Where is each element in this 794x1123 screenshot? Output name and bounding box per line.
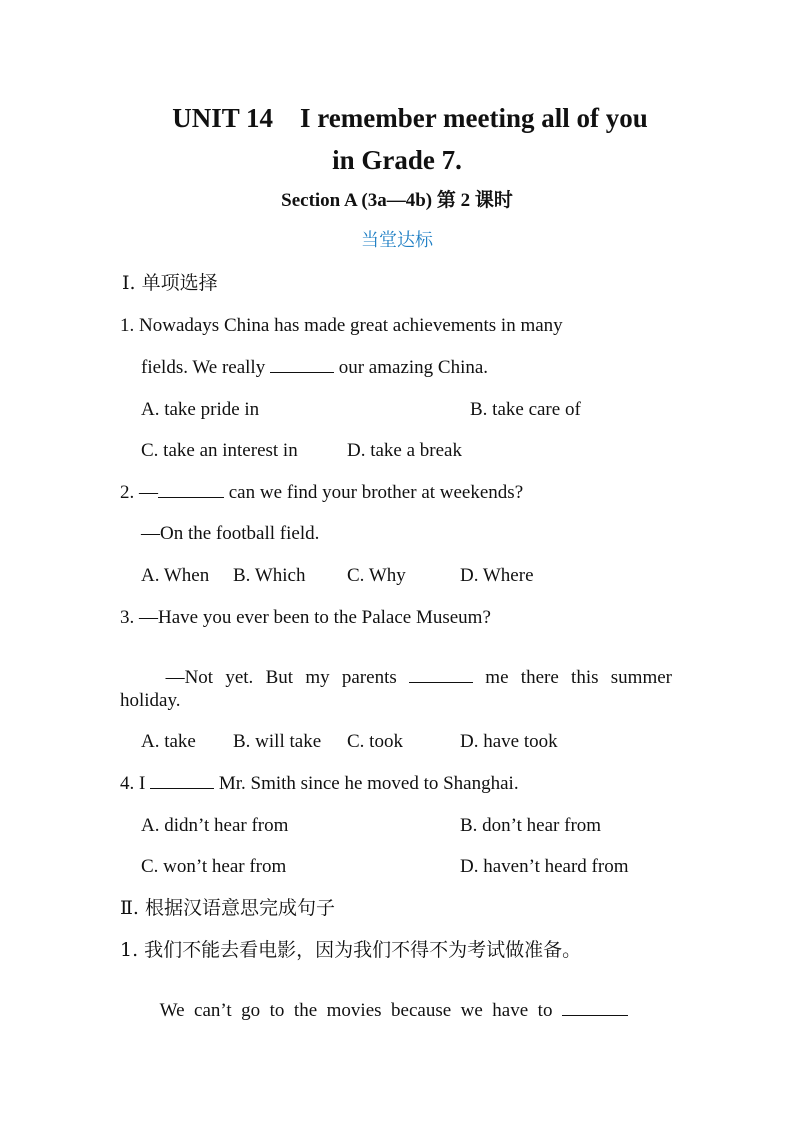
q3-line1: 3. —Have you ever been to the Palace Museum? xyxy=(120,607,491,628)
q1-option-b: B. take care of xyxy=(470,399,581,420)
q3-option-c: C. took xyxy=(347,731,403,752)
subtitle: 当堂达标 xyxy=(361,230,433,251)
q2-option-a: A. When xyxy=(141,565,210,586)
q1-option-c: C. take an interest in xyxy=(141,440,298,461)
section-label: Section A (3a—4b) 第 2 课时 xyxy=(281,190,513,211)
page-title: UNIT 14 I remember meeting all of you xyxy=(172,103,648,133)
q2-line1: 2. — can we find your brother at weekends? xyxy=(120,482,524,503)
q4-option-c: C. won’t hear from xyxy=(141,856,287,877)
q4-line1: 4. I Mr. Smith since he moved to Shanghai. xyxy=(120,773,519,794)
q1-line1: 1. Nowadays China has made great achievements in many xyxy=(120,315,563,336)
q2-option-c: C. Why xyxy=(347,565,406,586)
q3-option-a: A. take xyxy=(141,731,196,752)
q1-option-d: D. take a break xyxy=(347,440,462,461)
q4-option-b: B. don’t hear from xyxy=(460,815,602,836)
q4-option-d: D. haven’t heard from xyxy=(460,856,629,877)
answer-blank xyxy=(409,681,473,683)
q2-option-b: B. Which xyxy=(233,565,306,586)
q1-option-a: A. take pride in xyxy=(141,399,260,420)
answer-blank xyxy=(270,371,334,373)
part2-heading: Ⅱ. 根据汉语意思完成句子 xyxy=(120,897,335,919)
p2-item1-chinese: 1. 我们不能去看电影，因为我们不得不为考试做准备。 xyxy=(120,939,582,961)
q3-option-b: B. will take xyxy=(233,731,322,752)
answer-blank xyxy=(158,496,224,498)
q3-option-d: D. have took xyxy=(460,731,558,752)
answer-blank xyxy=(562,1014,628,1016)
part1-heading: Ⅰ. 单项选择 xyxy=(122,272,218,294)
q3-line2: —Not yet. But my parents me there this summer xyxy=(165,667,672,688)
answer-blank xyxy=(150,787,214,789)
q2-line2: —On the football field. xyxy=(141,523,320,544)
q4-option-a: A. didn’t hear from xyxy=(141,815,289,836)
q1-line2: fields. We really our amazing China. xyxy=(141,357,489,378)
q3-line3: holiday. xyxy=(120,690,181,711)
q2-option-d: D. Where xyxy=(460,565,534,586)
page-title-line2: in Grade 7. xyxy=(332,145,462,175)
p2-item1-english: We can’t go to the movies because we have to xyxy=(141,982,676,1039)
